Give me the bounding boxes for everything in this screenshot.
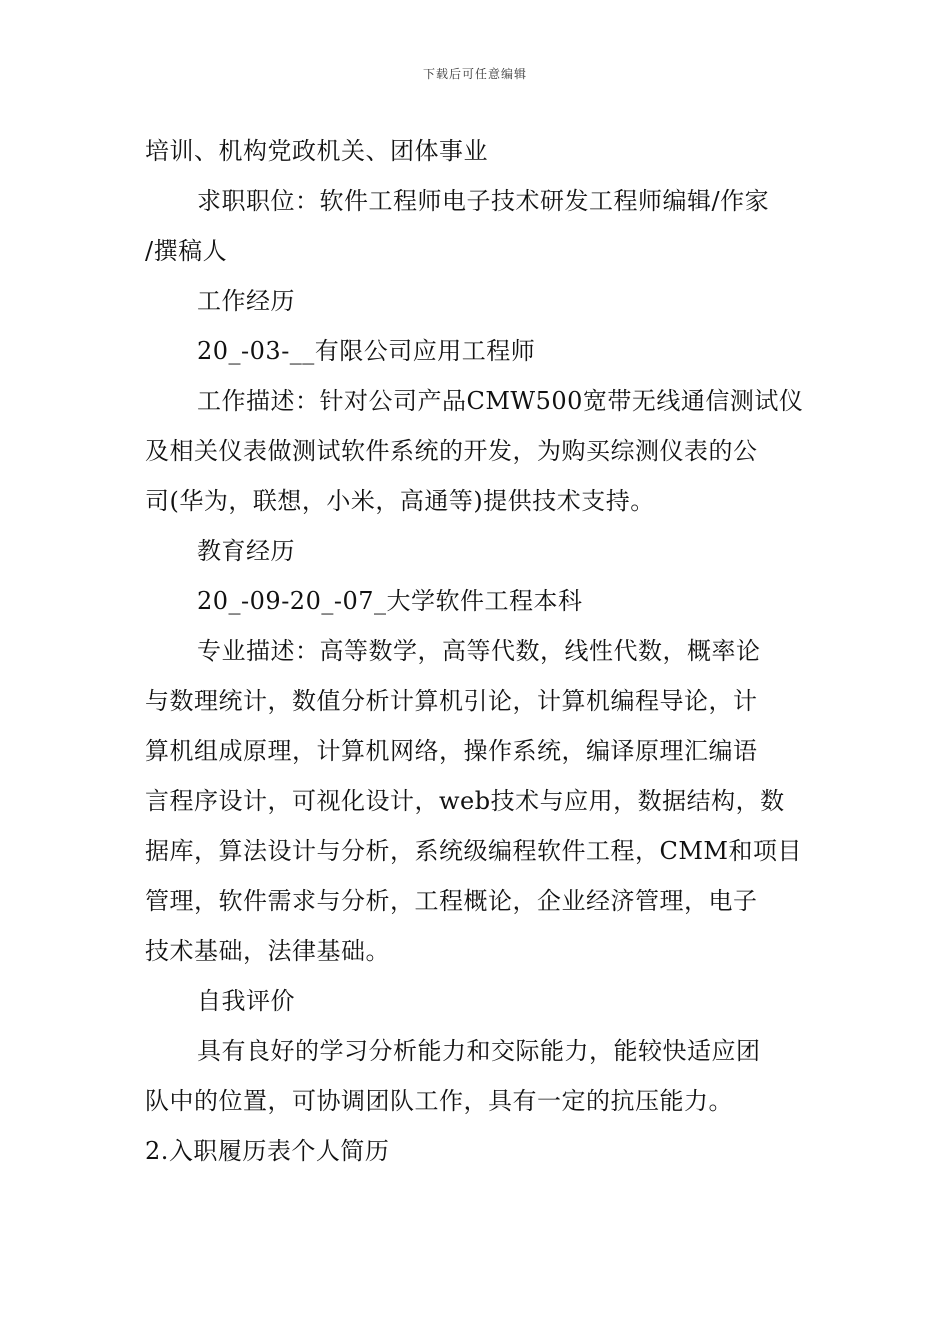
work-description: 工作描述：针对公司产品CMW500宽带无线通信测试仪 (197, 387, 804, 415)
text-line: 队中的位置，可协调团队工作，具有一定的抗压能力。 (145, 1087, 733, 1115)
text-line: /撰稿人 (145, 237, 228, 265)
major-description: 专业描述：高等数学，高等代数，线性代数，概率论 (197, 637, 761, 665)
text-line: 管理，软件需求与分析，工程概论，企业经济管理，电子 (145, 887, 758, 915)
self-evaluation-text: 具有良好的学习分析能力和交际能力，能较快适应团 (197, 1037, 761, 1065)
section-heading-self-evaluation: 自我评价 (197, 987, 295, 1015)
text-line: 与数理统计，数值分析计算机引论，计算机编程导论，计 (145, 687, 758, 715)
text-line: 培训、机构党政机关、团体事业 (145, 137, 488, 165)
section-heading-education: 教育经历 (197, 537, 295, 565)
section-title-2: 2.入职履历表个人简历 (145, 1137, 390, 1165)
work-entry: 20_-03-__有限公司应用工程师 (197, 337, 536, 365)
text-line: 据库，算法设计与分析，系统级编程软件工程，CMM和项目 (145, 837, 803, 865)
text-line: 算机组成原理，计算机网络，操作系统，编译原理汇编语 (145, 737, 758, 765)
text-line: 及相关仪表做测试软件系统的开发，为购买综测仪表的公 (145, 437, 758, 465)
text-line: 言程序设计，可视化设计，web技术与应用，数据结构，数 (145, 787, 785, 815)
text-line: 技术基础，法律基础。 (145, 937, 390, 965)
education-entry: 20_-09-20_-07_大学软件工程本科 (197, 587, 583, 615)
document-body (145, 126, 810, 1176)
page-header: 下载后可任意编辑 (422, 67, 527, 81)
text-line: 司(华为，联想，小米，高通等)提供技术支持。 (145, 487, 655, 515)
job-target-line: 求职职位：软件工程师电子技术研发工程师编辑/作家 (197, 187, 770, 215)
section-heading-work: 工作经历 (197, 287, 295, 315)
